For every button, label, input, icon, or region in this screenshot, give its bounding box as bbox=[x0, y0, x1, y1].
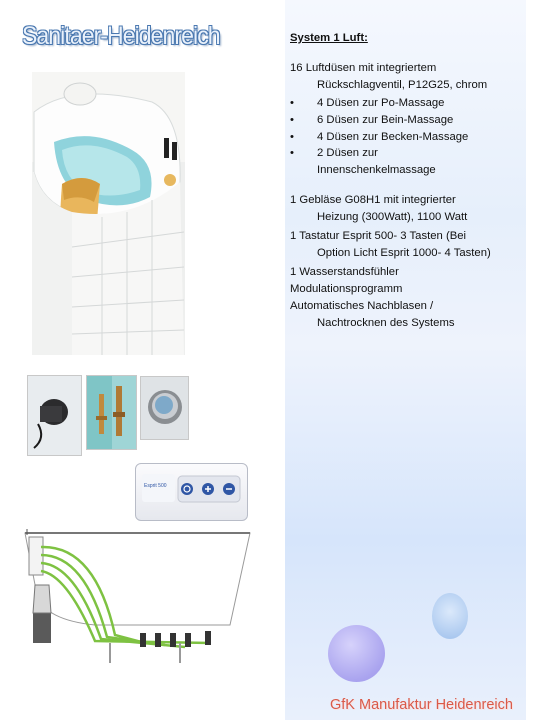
jets-paragraph: 16 Luftdüsen mit integriertem Rückschlagventil, P12G25, chrom bbox=[290, 61, 488, 91]
blower-photo bbox=[27, 375, 82, 456]
bathtub-photo bbox=[32, 72, 185, 355]
list-item: • 4 Düsen zur Becken-Massage bbox=[290, 129, 530, 146]
air-jet-photo bbox=[86, 375, 137, 450]
spec-title: System 1 Luft: bbox=[290, 32, 368, 44]
list-item: • 2 Düsen zur Innenschenkelmassage bbox=[290, 145, 530, 179]
program-line: Modulationsprogramm bbox=[290, 282, 403, 295]
brand-logo: Sanitaer-Heidenreich bbox=[22, 22, 220, 50]
keypad-image bbox=[135, 463, 248, 521]
spec-text bbox=[290, 30, 530, 332]
list-item: • 4 Düsen zur Po-Massage bbox=[290, 95, 530, 112]
keypad-paragraph: 1 Tastatur Esprit 500- 3 Tasten (Bei Option Licht Esprit 1000- 4 Tasten) bbox=[290, 230, 491, 259]
list-item: • 6 Düsen zur Bein-Massage bbox=[290, 112, 530, 129]
decor-circle-small bbox=[432, 593, 468, 639]
keypad-label: Esprit 500 bbox=[144, 483, 167, 489]
decor-circle-large bbox=[328, 625, 385, 682]
nozzle-cap-photo bbox=[140, 376, 189, 440]
piping-diagram bbox=[15, 525, 260, 685]
jet-list bbox=[290, 95, 530, 180]
blower-paragraph: 1 Gebläse G08H1 mit integrierter Heizung (300Watt), 1100 Watt bbox=[290, 194, 468, 224]
afterblow-paragraph: Automatisches Nachblasen / Nachtrocknen des Systems bbox=[290, 299, 455, 329]
sensor-line: 1 Wasserstandsfühler bbox=[290, 265, 399, 278]
footer-brand: GfK Manufaktur Heidenreich bbox=[330, 697, 513, 713]
